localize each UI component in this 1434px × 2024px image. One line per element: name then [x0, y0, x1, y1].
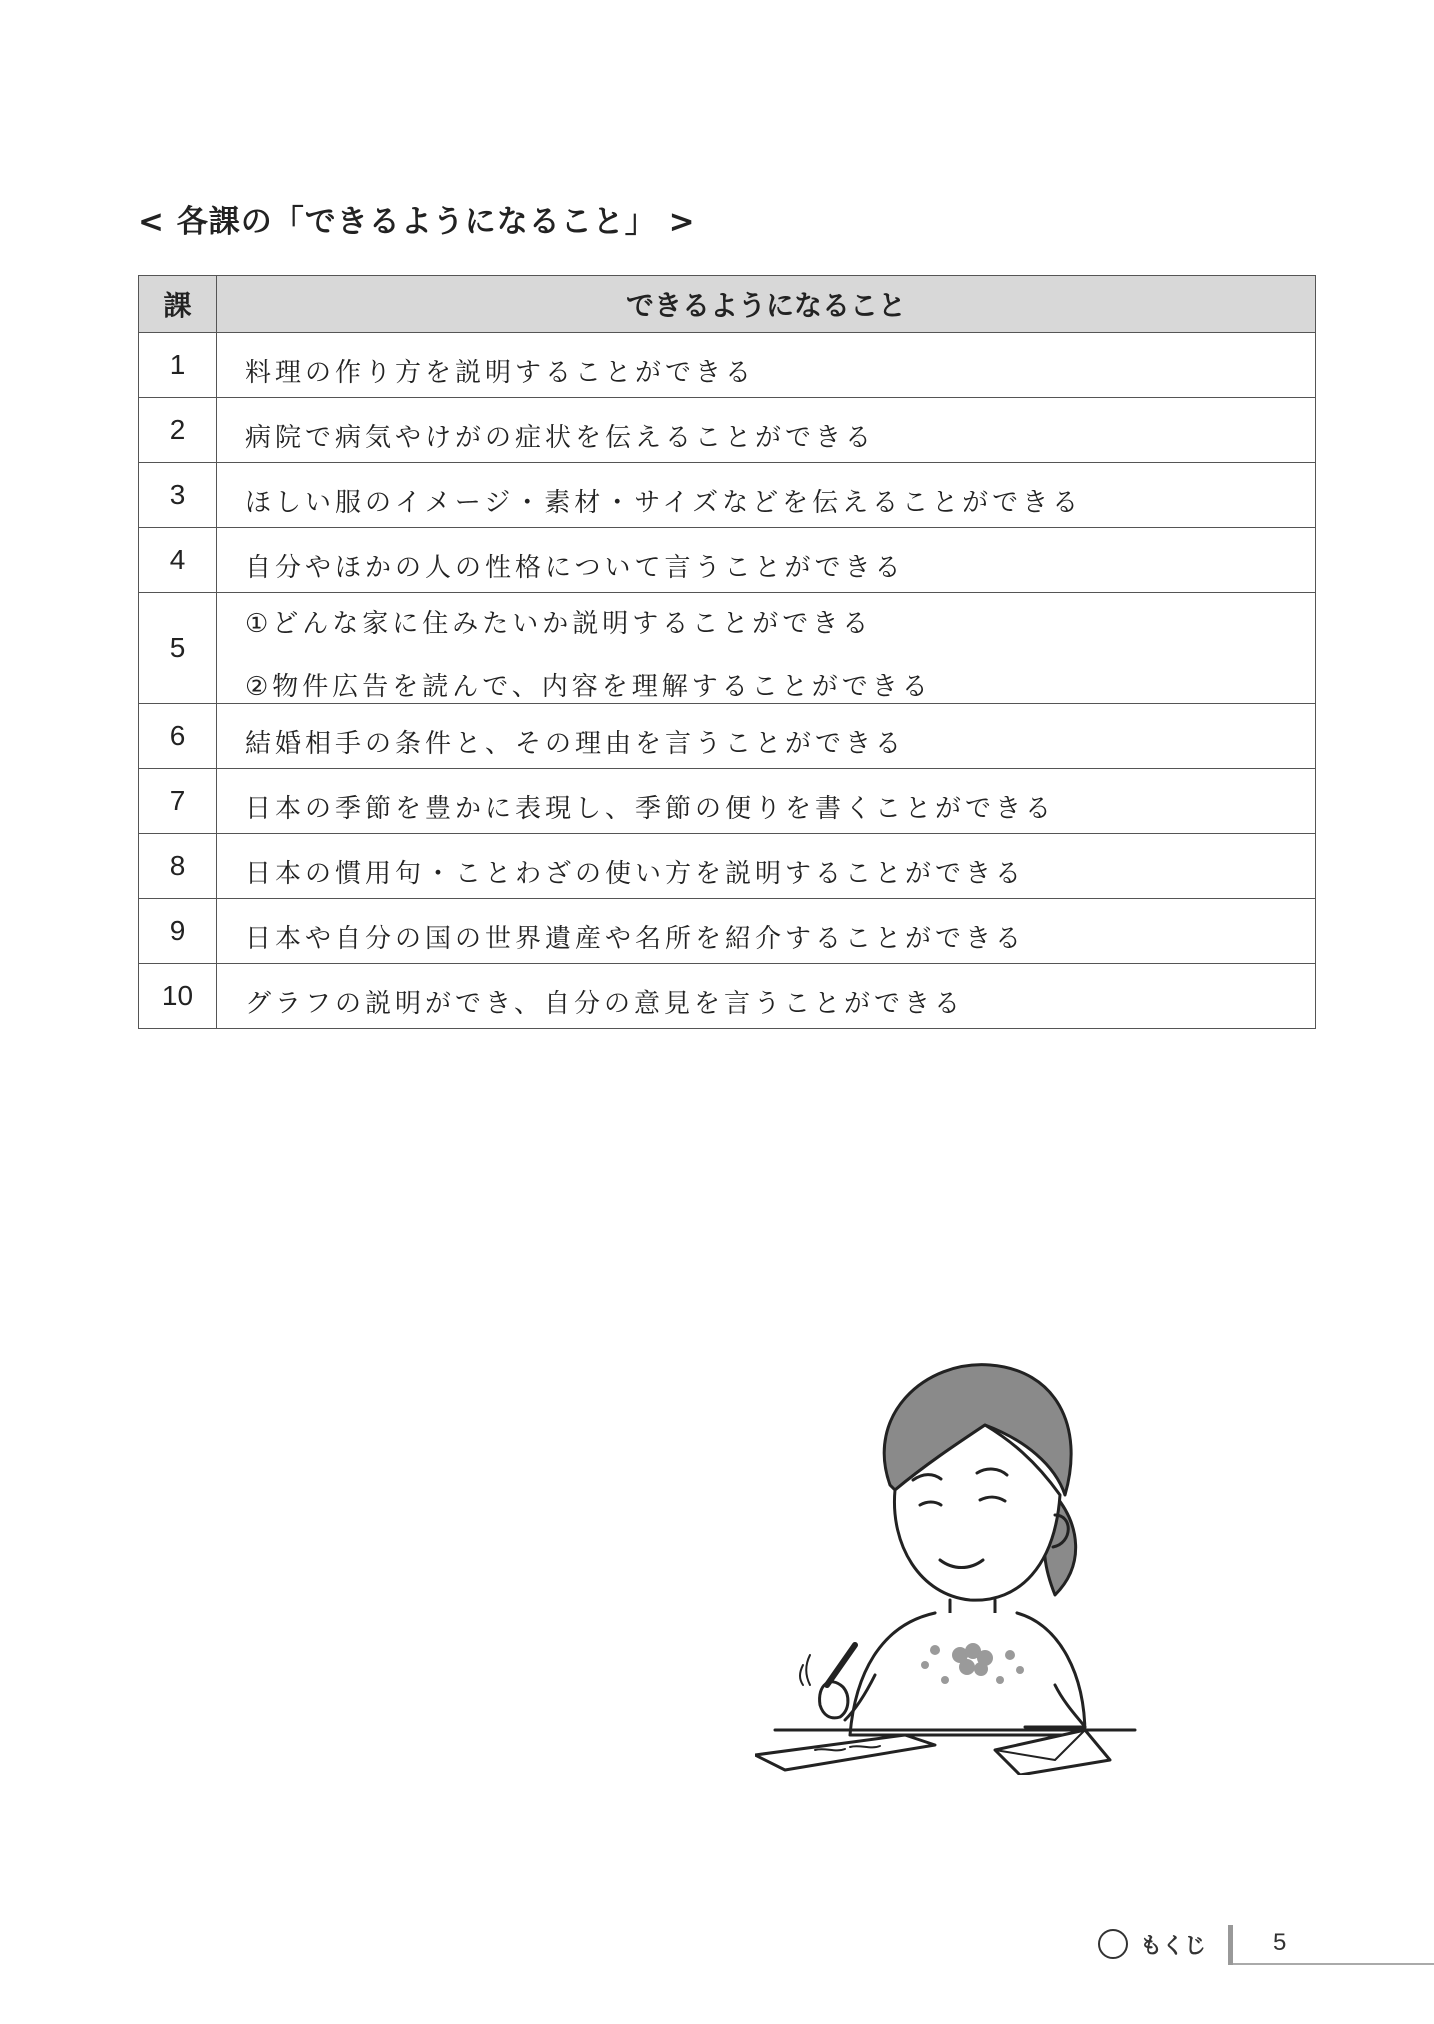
goal-text: 結婚相手の条件と、その理由を言うことができる	[245, 728, 906, 759]
girl-writing-illustration	[755, 1355, 1155, 1775]
goal-text: 料理の作り方を説明することができる	[245, 357, 756, 388]
goal-text: ②物件広告を読んで、内容を理解することができる	[245, 672, 932, 702]
goal-text: 日本の季節を豊かに表現し、季節の便りを書くことができる	[245, 793, 1056, 824]
lesson-number: 8	[139, 834, 217, 899]
lesson-number: 5	[139, 593, 217, 704]
table-row	[139, 834, 1316, 899]
lesson-goal	[217, 528, 1316, 593]
footer-rule	[1233, 1963, 1434, 1965]
section-heading	[138, 196, 696, 241]
lesson-goal	[217, 964, 1316, 1029]
table-row	[139, 398, 1316, 463]
table-row	[139, 964, 1316, 1029]
page-footer	[1098, 1925, 1434, 1975]
goal-text: ①どんな家に住みたいか説明することができる	[245, 609, 873, 639]
goal-text: 日本や自分の国の世界遺産や名所を紹介することができる	[245, 923, 1026, 954]
page-number: 5	[1273, 1929, 1287, 1956]
lesson-number: 6	[139, 704, 217, 769]
lesson-goal	[217, 769, 1316, 834]
table-row	[139, 333, 1316, 398]
header-lesson: 課	[139, 276, 217, 333]
lesson-goal	[217, 333, 1316, 398]
goal-text: グラフの説明ができ、自分の意見を言うことができる	[245, 988, 964, 1019]
table-row	[139, 463, 1316, 528]
lesson-goal	[217, 463, 1316, 528]
contents-link[interactable]: もくじ	[1140, 1934, 1207, 1959]
table-header-row	[139, 276, 1316, 333]
table-row	[139, 528, 1316, 593]
lesson-goal	[217, 398, 1316, 463]
lesson-goal	[217, 899, 1316, 964]
table-row	[139, 769, 1316, 834]
lesson-number: 9	[139, 899, 217, 964]
goal-text: ほしい服のイメージ・素材・サイズなどを伝えることができる	[245, 487, 1083, 518]
lesson-goal	[217, 704, 1316, 769]
goals-table	[138, 275, 1316, 1029]
goal-text: 日本の慣用句・ことわざの使い方を説明することができる	[245, 858, 1026, 889]
lesson-goal	[217, 593, 1316, 704]
header-goals: できるようになること	[217, 276, 1316, 333]
lesson-number: 4	[139, 528, 217, 593]
heading-close-bracket: >	[668, 204, 696, 240]
table-row	[139, 899, 1316, 964]
goal-text: 自分やほかの人の性格について言うことができる	[245, 552, 905, 583]
heading-text: 各課の「できるようになること」	[176, 204, 657, 240]
table-row	[139, 704, 1316, 769]
footer-divider	[1228, 1925, 1233, 1965]
lesson-number: 2	[139, 398, 217, 463]
heading-open-bracket: <	[138, 204, 165, 240]
lesson-number: 7	[139, 769, 217, 834]
goal-text: 病院で病気やけがの症状を伝えることができる	[245, 422, 876, 453]
lesson-number: 10	[139, 964, 217, 1029]
circle-icon	[1098, 1929, 1128, 1959]
lesson-goal	[217, 834, 1316, 899]
lesson-number: 3	[139, 463, 217, 528]
table-row	[139, 593, 1316, 704]
lesson-number: 1	[139, 333, 217, 398]
